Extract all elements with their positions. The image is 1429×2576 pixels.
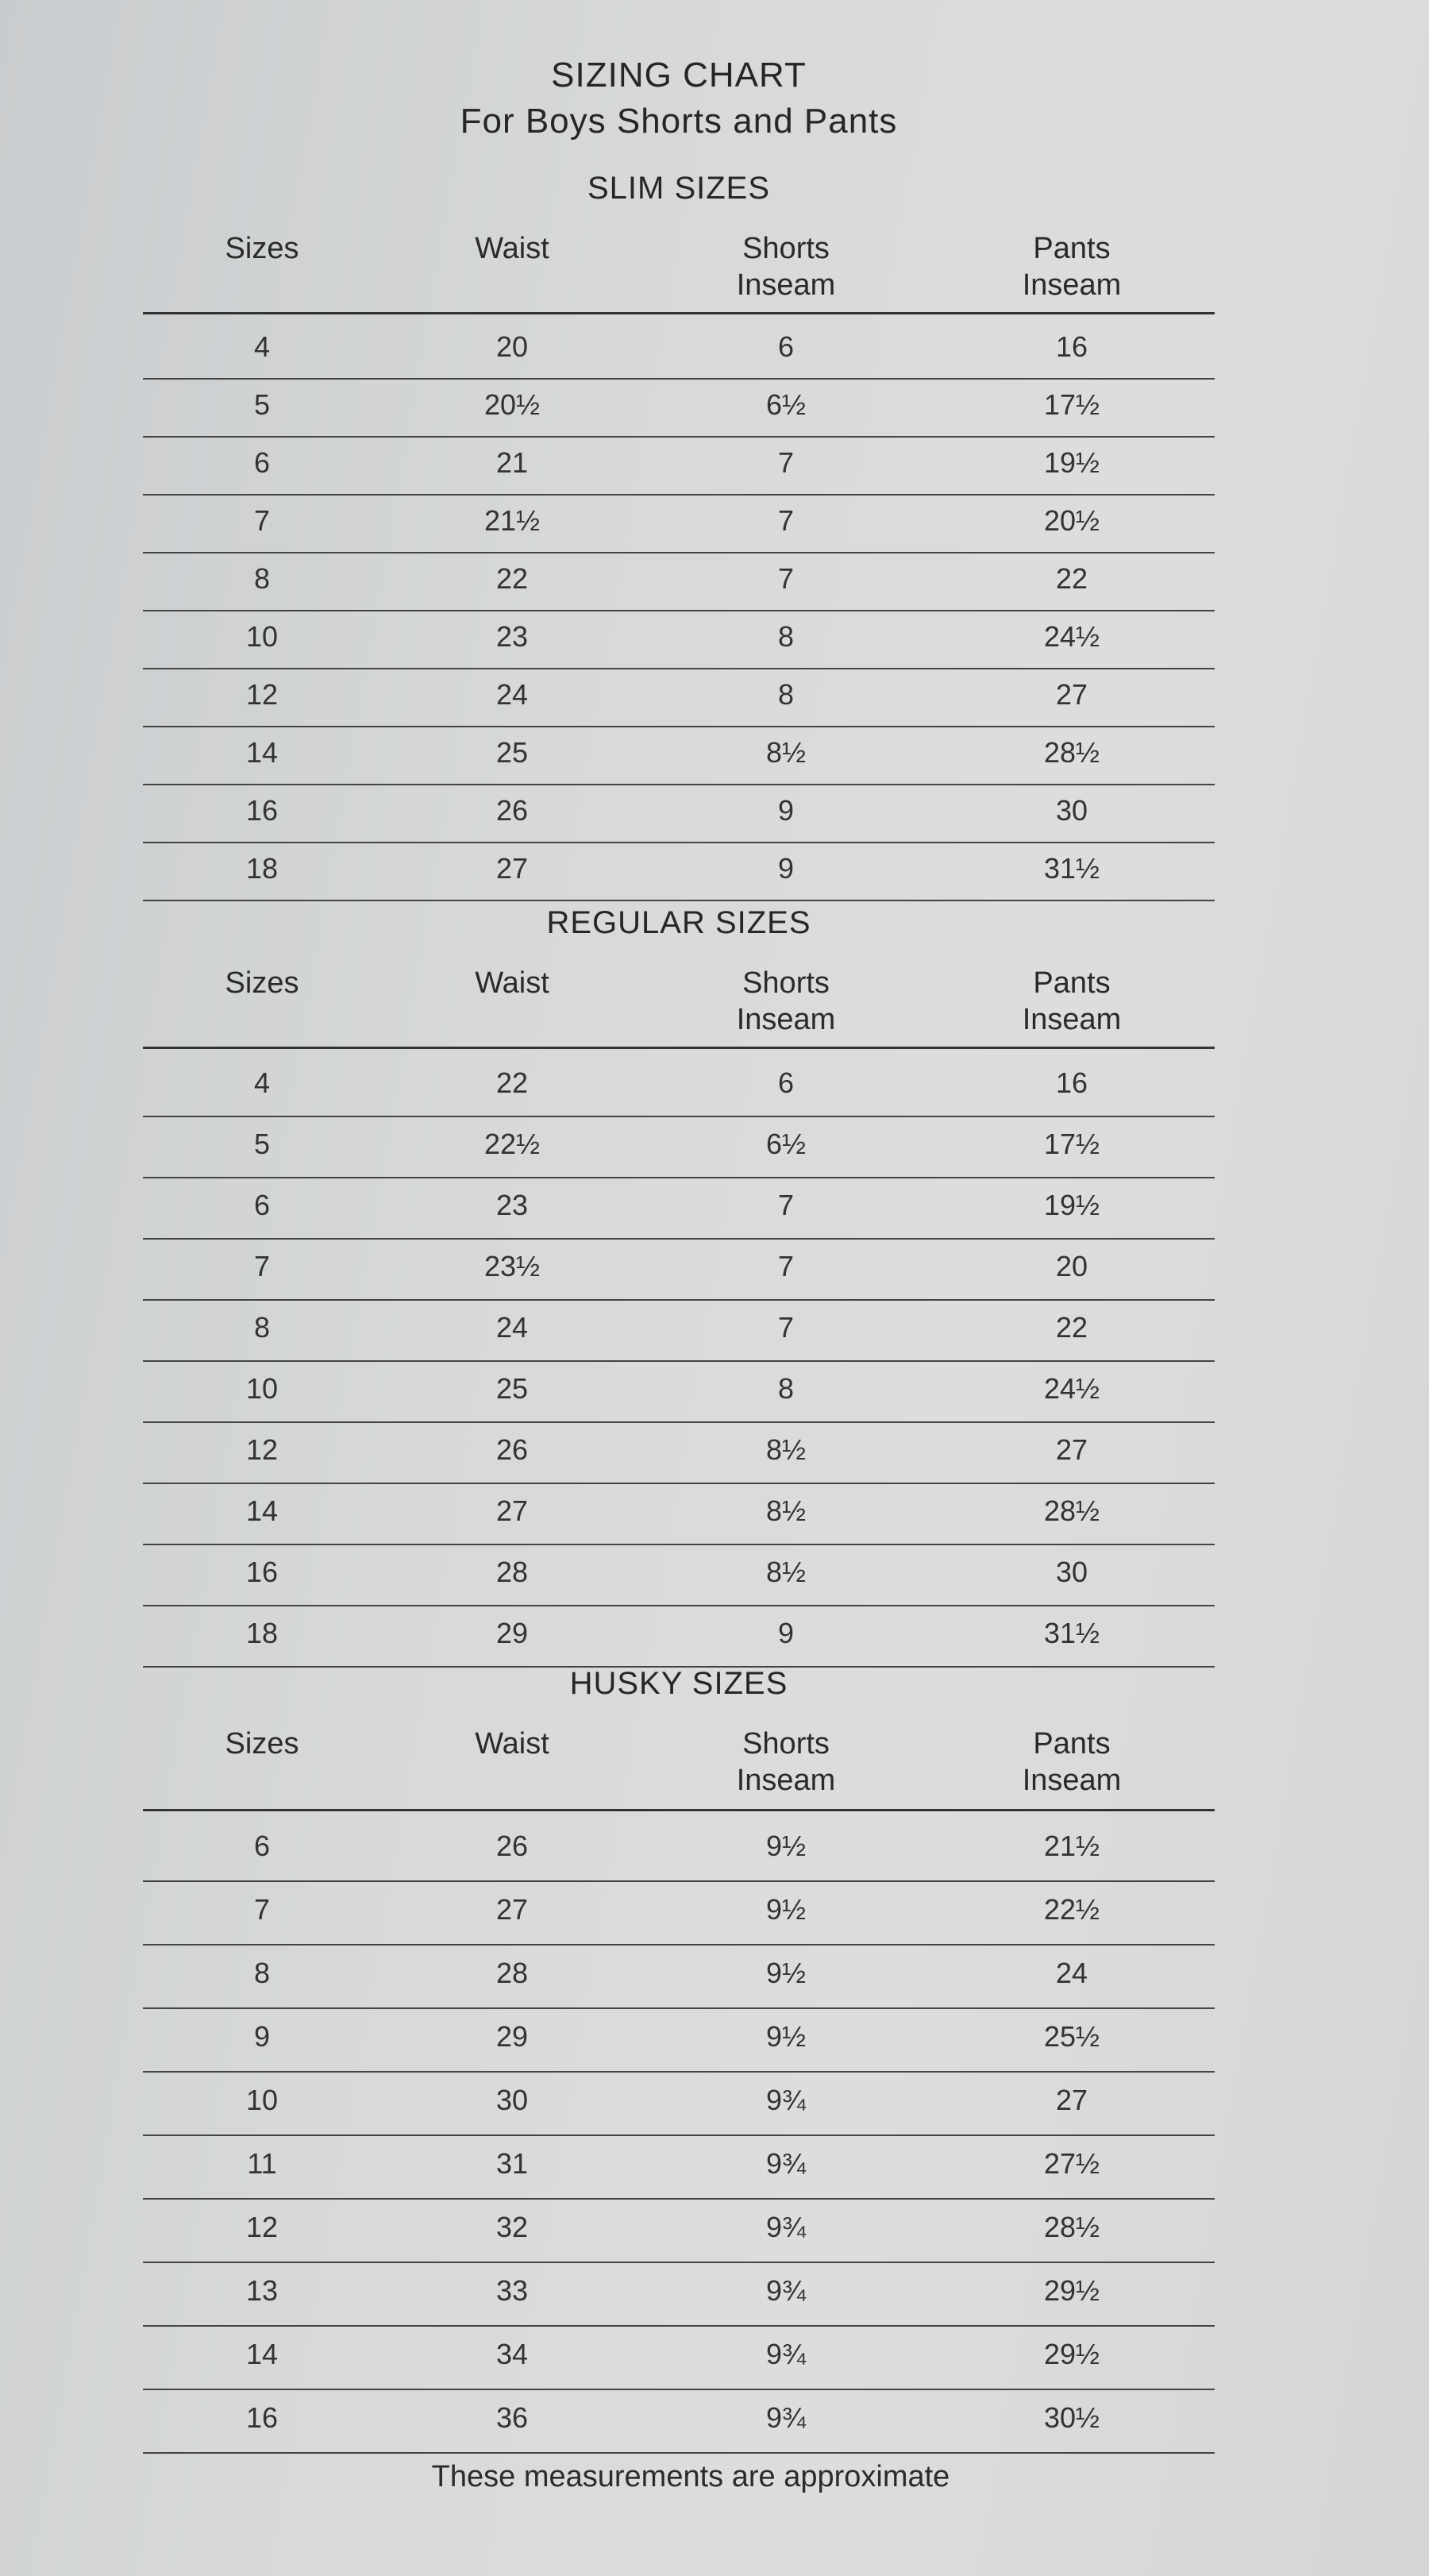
table-cell: 14 [245,2338,279,2370]
table-cell: 8 [253,1311,271,1344]
table-cell: 14 [245,1494,279,1527]
table-row [143,1545,1215,1606]
table-row [143,1301,1215,1362]
table-cell: 8 [777,620,795,653]
table-cell: 12 [245,2211,279,2243]
table-cell: 30½ [1043,2401,1100,2434]
table-row [143,496,1215,553]
table-cell: 21 [495,446,529,479]
table-cell: 9¾ [765,2084,807,2116]
table-cell: 20½ [483,388,541,421]
table-cell: 6 [253,1830,271,1862]
section-title: SLIM SIZES [587,171,771,206]
table-row [143,2200,1215,2263]
table-cell: 30 [1055,794,1088,827]
table-cell: 4 [253,1066,271,1099]
table-cell: 26 [495,1830,529,1862]
table-cell: 9¾ [765,2211,807,2243]
table-cell: 9¾ [765,2401,807,2434]
table-cell: 8 [253,1957,271,1989]
table-cell: 8 [777,678,795,711]
table-row [143,1362,1215,1423]
table-row [143,1945,1215,2009]
table-cell: 8 [777,1372,795,1405]
table-cell: 9¾ [765,2147,807,2180]
table-cell: 10 [245,2084,279,2116]
table-row [143,785,1215,843]
table-cell: 30 [495,2084,529,2116]
size-table [143,965,1215,1668]
table-cell: 19½ [1043,446,1100,479]
table-cell: 29 [495,1617,529,1649]
table-cell: 7 [777,1189,795,1221]
table-cell: 26 [495,794,529,827]
table-cell: 31 [495,2147,529,2180]
table-cell: 8½ [765,1556,807,1588]
table-cell: 7 [253,1250,271,1282]
table-cell: 20 [495,330,529,363]
table-cell: 18 [245,852,279,885]
table-row [143,669,1215,727]
table-row [143,1178,1215,1240]
table-cell: 25 [495,1372,529,1405]
table-cell: 24½ [1043,620,1100,653]
table-cell: 9 [777,852,795,885]
table-cell: 8½ [765,736,807,769]
table-cell: 6 [777,1066,795,1099]
table-row [143,1423,1215,1484]
table-cell: 22 [495,562,529,595]
size-table [143,1726,1215,2454]
column-header: Sizes [225,1727,299,1760]
table-cell: 24½ [1043,1372,1100,1405]
table-cell: 20 [1055,1250,1088,1282]
table-cell: 27 [495,1893,529,1926]
table-cell: 16 [245,1556,279,1588]
table-cell: 27½ [1043,2147,1100,2180]
table-row [143,1818,1215,1882]
table-row [143,2073,1215,2136]
table-row [143,1117,1215,1178]
table-cell: 31½ [1043,1617,1100,1649]
table-cell: 16 [1055,330,1088,363]
table-row [143,438,1215,496]
table-cell: 7 [777,504,795,537]
table-cell: 18 [245,1617,279,1649]
chart-title: SIZING CHART [551,56,807,94]
table-row [143,843,1215,901]
table-cell: 25 [495,736,529,769]
table-cell: 6½ [765,388,807,421]
table-cell: 5 [253,1128,271,1160]
table-cell: 24 [495,1311,529,1344]
table-cell: 16 [245,2401,279,2434]
table-cell: 23½ [483,1250,541,1282]
table-row [143,1056,1215,1117]
table-cell: 31½ [1043,852,1100,885]
table-cell: 7 [777,1311,795,1344]
header-divider [143,1809,1215,1811]
table-cell: 17½ [1043,1128,1100,1160]
column-header: Shorts Inseam [736,1727,836,1797]
table-cell: 14 [245,736,279,769]
table-cell: 9½ [765,1830,807,1862]
table-cell: 13 [245,2274,279,2307]
table-row [143,2327,1215,2390]
table-cell: 33 [495,2274,529,2307]
table-cell: 27 [495,852,529,885]
table-cell: 36 [495,2401,529,2434]
table-row [143,2009,1215,2073]
table-cell: 9 [777,794,795,827]
section-title: REGULAR SIZES [546,905,811,940]
table-cell: 29½ [1043,2338,1100,2370]
table-cell: 10 [245,620,279,653]
table-row [143,380,1215,438]
table-cell: 9½ [765,2020,807,2053]
table-cell: 29 [495,2020,529,2053]
table-row [143,2390,1215,2454]
table-cell: 20½ [1043,504,1100,537]
table-cell: 25½ [1043,2020,1100,2053]
column-header: Shorts Inseam [736,232,836,302]
table-cell: 8½ [765,1494,807,1527]
table-cell: 4 [253,330,271,363]
table-cell: 28½ [1043,1494,1100,1527]
table-cell: 7 [777,446,795,479]
table-cell: 5 [253,388,271,421]
column-header: Pants Inseam [1022,1727,1122,1797]
table-row [143,2136,1215,2200]
table-cell: 17½ [1043,388,1100,421]
table-row [143,1484,1215,1545]
column-header: Waist [475,1727,549,1760]
table-cell: 16 [245,794,279,827]
table-cell: 28½ [1043,2211,1100,2243]
table-cell: 27 [1055,678,1088,711]
table-cell: 26 [495,1433,529,1466]
table-cell: 12 [245,1433,279,1466]
table-cell: 19½ [1043,1189,1100,1221]
table-cell: 28 [495,1556,529,1588]
table-cell: 24 [1055,1957,1088,1989]
table-cell: 16 [1055,1066,1088,1099]
column-header: Sizes [225,966,299,1000]
table-cell: 8 [253,562,271,595]
table-cell: 6 [777,330,795,363]
table-cell: 28 [495,1957,529,1989]
table-cell: 10 [245,1372,279,1405]
chart-subtitle: For Boys Shorts and Pants [460,102,898,141]
column-header: Waist [475,966,549,1000]
table-cell: 9½ [765,1957,807,1989]
table-cell: 27 [1055,2084,1088,2116]
section-title: HUSKY SIZES [569,1666,788,1701]
table-row [143,553,1215,611]
table-cell: 8½ [765,1433,807,1466]
table-cell: 23 [495,620,529,653]
table-cell: 22 [1055,562,1088,595]
table-cell: 11 [247,2147,277,2180]
table-row [143,1240,1215,1301]
footer-note: These measurements are approximate [431,2460,950,2493]
table-cell: 22 [495,1066,529,1099]
column-header: Sizes [225,232,299,265]
table-cell: 32 [495,2211,529,2243]
table-cell: 22½ [1043,1893,1100,1926]
table-cell: 12 [245,678,279,711]
table-cell: 23 [495,1189,529,1221]
table-cell: 21½ [1043,1830,1100,1862]
column-header: Pants Inseam [1022,232,1122,302]
table-cell: 7 [777,562,795,595]
table-cell: 9 [777,1617,795,1649]
table-cell: 28½ [1043,736,1100,769]
table-cell: 22 [1055,1311,1088,1344]
table-cell: 7 [253,504,271,537]
size-table [143,230,1215,901]
table-row [143,2263,1215,2327]
column-header: Waist [475,232,549,265]
table-cell: 22½ [483,1128,541,1160]
table-cell: 7 [253,1893,271,1926]
table-cell: 24 [495,678,529,711]
table-cell: 6 [253,1189,271,1221]
table-cell: 27 [1055,1433,1088,1466]
table-cell: 30 [1055,1556,1088,1588]
table-cell: 9¾ [765,2274,807,2307]
row-divider [143,2452,1215,2454]
column-header: Pants Inseam [1022,966,1122,1036]
table-cell: 7 [777,1250,795,1282]
table-cell: 27 [495,1494,529,1527]
row-divider [143,900,1215,901]
table-row [143,322,1215,380]
table-cell: 9¾ [765,2338,807,2370]
header-divider [143,312,1215,314]
table-cell: 6 [253,446,271,479]
header-divider [143,1047,1215,1049]
table-row [143,1882,1215,1945]
table-cell: 6½ [765,1128,807,1160]
column-header: Shorts Inseam [736,966,836,1036]
table-row [143,611,1215,669]
table-cell: 9 [253,2020,271,2053]
table-cell: 34 [495,2338,529,2370]
table-cell: 21½ [483,504,541,537]
table-row [143,727,1215,785]
table-cell: 9½ [765,1893,807,1926]
table-row [143,1606,1215,1668]
table-cell: 29½ [1043,2274,1100,2307]
